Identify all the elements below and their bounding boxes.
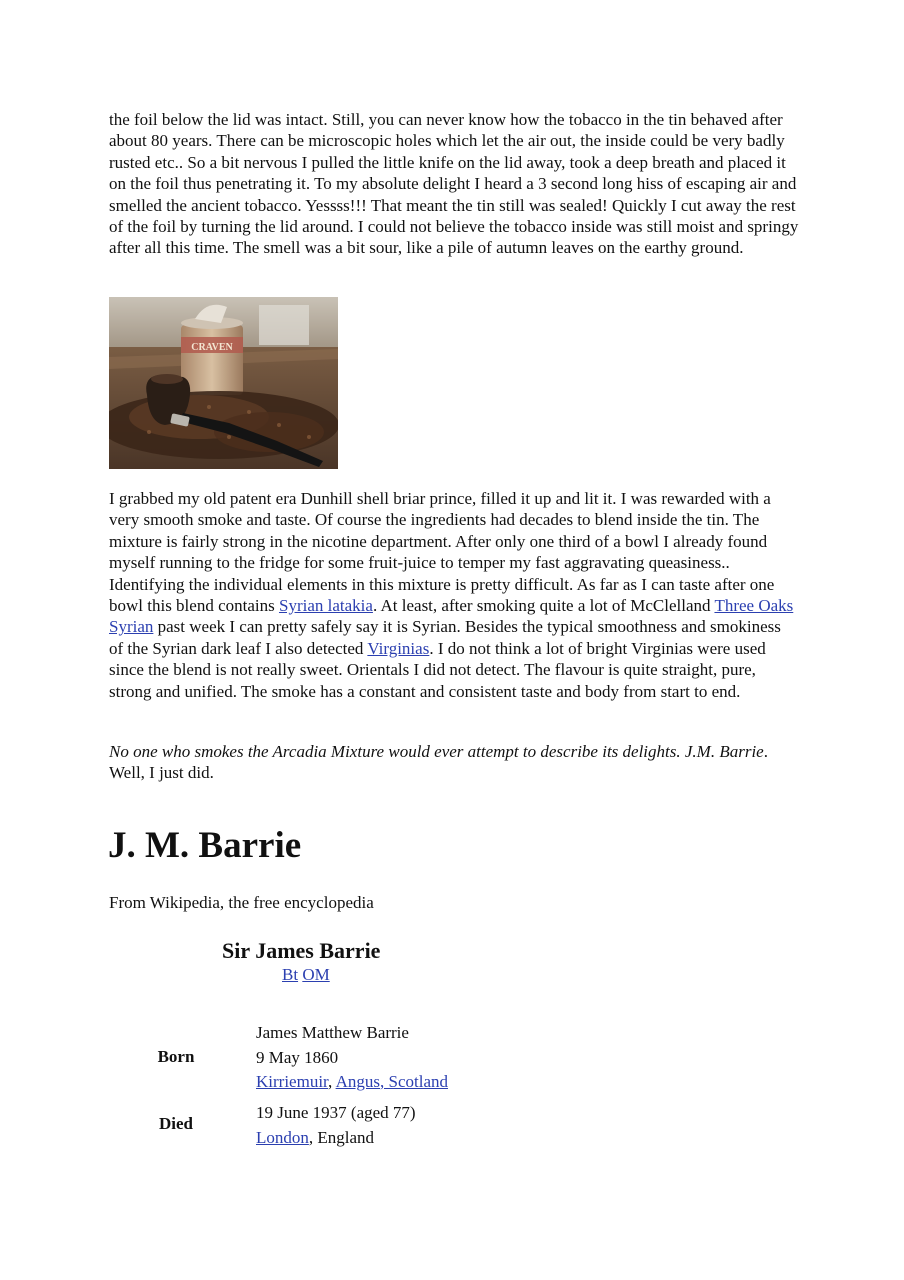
link-order-of-merit[interactable]: OM [302,965,330,984]
review-text-1: I grabbed my old patent era Dunhill shell briar prince, filled it up and lit it. I was rewarded with a very smooth smoke and taste. Of course the ingredients had decades to blend inside the tin. The mixture is fairly strong in the nicotine department. After only one third of a bowl I already found myself running to the fridge for some fruit-juice to temper my fast aggravating queasiness.. Identifying the individual elements in this mixture is pretty difficult. As far as I can taste after one bowl this blend contains [109,489,775,616]
link-kirriemuir[interactable]: Kirriemuir [256,1072,329,1091]
born-date: 9 May 1860 [256,1047,339,1067]
paragraph-barrie-quote [109,741,799,784]
died-date: 19 June 1937 (aged 77) [256,1103,416,1122]
link-scotland[interactable]: Scotland [388,1072,448,1091]
died-value [256,1101,416,1150]
link-virginias[interactable]: Virginias [367,638,430,658]
review-text-4: . I do not think a lot of bright Virginias were used since the blend is not really sweet. Orientals I did not detect. The flavour is quite straight, pure, strong and unified. The smoke has a constant and consistent taste and body from start to end. [109,638,766,701]
infobox-honorifics [282,965,330,985]
link-baronet[interactable]: Bt [282,965,299,984]
tin-label: CRAVEN [191,342,233,353]
link-syrian-latakia[interactable]: Syrian latakia [278,596,373,616]
born-label: Born [157,1047,195,1066]
died-label: Died [159,1114,193,1133]
born-value [256,1021,448,1095]
review-text-2: . At least, after smoking quite a lot of McClelland [372,596,715,616]
paragraph-tin-opening: the foil below the lid was intact. Still, you can never know how the tobacco in the tin behaved after about 80 years. There can be microscopic holes which let the air out, the inside could be very badly rusted etc.. So a bit nervous I pulled the little knife on the lid away, took a deep breath and placed it on the foil thus penetrating it. To my absolute delight I heard a 3 second long hiss of escaping air and smelled the ancient tobacco. Yessss!!! That meant the tin still was sealed! Quickly I cut away the rest of the foil by turning the lid around. I could not believe the tobacco inside was still moist and springy after all this time. The smell was a bit sour, like a pile of autumn leaves on the earthy ground. [109,110,799,258]
born-name: James Matthew Barrie [256,1023,409,1042]
article-title: J. M. Barrie [108,825,302,866]
pipe-tobacco-photo-svg [109,297,338,469]
pipe-tobacco-photo [109,297,338,469]
infobox-title: Sir James Barrie [222,938,381,963]
paragraph-smoking-review [109,488,799,702]
died-country: England [317,1127,375,1147]
link-scotland-sep[interactable]: , [380,1072,389,1091]
barrie-quote: No one who smokes the Arcadia Mixture would ever attempt to describe its delights. J.M. Barrie [109,742,764,761]
link-angus[interactable]: Angus [335,1072,380,1091]
link-three-oaks-syrian[interactable]: Three Oaks Syrian [109,596,794,637]
article-tagline: From Wikipedia, the free encyclopedia [109,893,374,912]
link-london[interactable]: London [256,1127,309,1147]
review-text-3: past week I can pretty safely say it is Syrian. Besides the typical smoothness and smokiness of the Syrian dark leaf I also detected [109,617,781,658]
died-place: London, England [256,1127,375,1147]
born-place: Kirriemuir, Angus, Scotland [256,1072,448,1091]
quote-remark: . Well, I just did. [109,742,768,783]
